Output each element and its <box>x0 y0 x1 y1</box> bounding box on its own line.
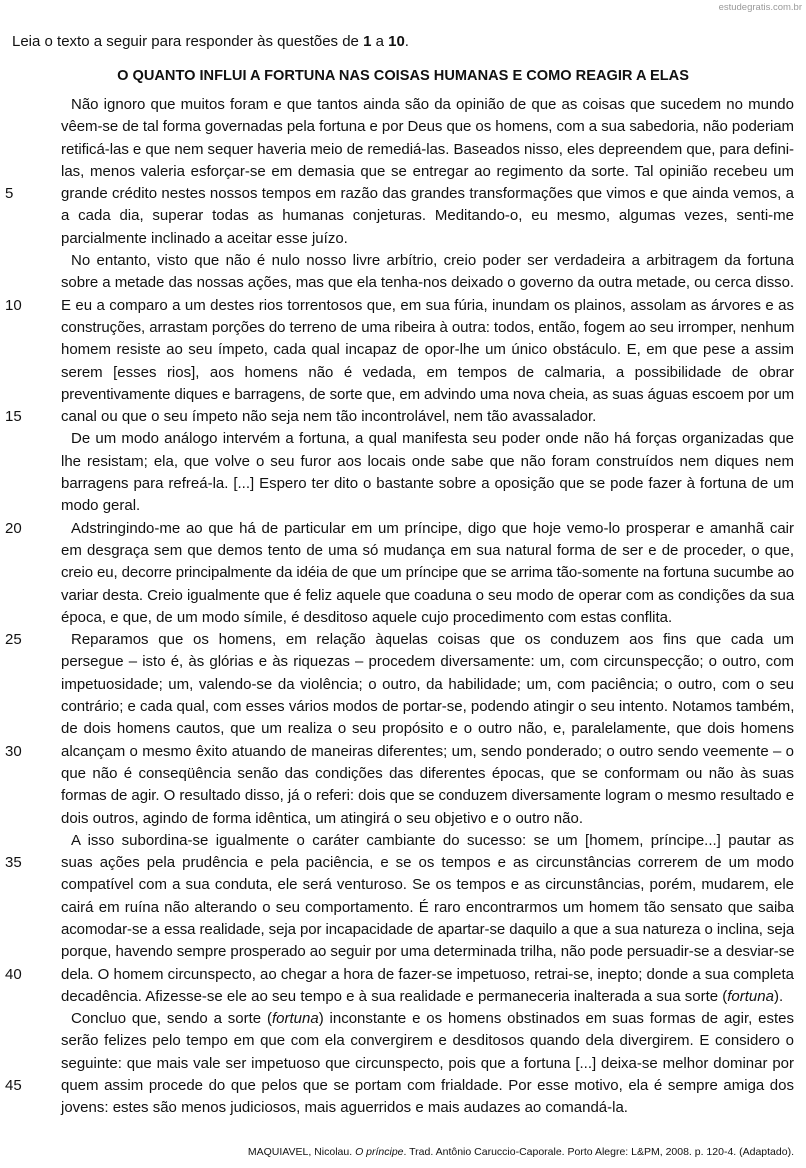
line-number: 5 <box>5 185 14 203</box>
citation-details: . Trad. Antônio Caruccio-Caporale. Porto Alegre: L&PM, 2008. p. 120-4. (Adaptado). <box>403 1146 794 1158</box>
line-text: Não ignoro que muitos foram e que tantos ainda são da opinião de que as coisas que sucedem no mundo <box>71 96 794 113</box>
line-text: variar desta. Creio igualmente que é feliz aquele que coaduna o seu modo de operar com as condições da sua <box>61 586 795 604</box>
line-number: 20 <box>5 519 22 537</box>
line-number: 40 <box>5 965 22 983</box>
line-text: Reparamos que os homens, em relação àquelas coisas que os conduzem aos fins que cada um <box>71 631 794 649</box>
line-text: que não é conseqüência senão das condições das diferentes épocas, que se conformam ou não às suas <box>61 764 794 782</box>
text-line <box>61 139 794 161</box>
text-line <box>61 94 794 116</box>
line-text: lhe resistam; ela, que volve o seu furor aos locais onde sabe que não foram construídos nem diques nem <box>61 452 794 470</box>
text-body <box>5 94 795 1120</box>
line-text: quem assim procede do que pelos que se portam com frialdade. Por esse motivo, ela é sempre amiga dos <box>61 1077 794 1095</box>
text-line <box>61 830 794 852</box>
text-line <box>61 562 794 584</box>
line-text: contrário; e cada qual, com esses vários modos de portar-se, podendo atingir o seu intento. Notamos também, <box>61 698 795 716</box>
text-line <box>5 183 794 205</box>
text-line <box>61 919 794 941</box>
line-text: dela. O homem circunspecto, ao chegar a hora de fazer-se impetuoso, retrai-se, inepto; donde a sua completa <box>61 965 794 983</box>
text-line <box>61 1053 794 1075</box>
instruction-line <box>12 32 409 52</box>
text-line <box>61 540 794 562</box>
line-text: em desgraça sem que demos tento de uma só mudança em sua natural forma de ser e de proceder, o que, <box>61 541 794 559</box>
text-line <box>5 964 794 986</box>
line-text: decadência. Afizesse-se ele ao seu tempo e à sua realidade e permaneceria inalterada a sua sorte (fortuna). <box>61 987 784 1005</box>
text-line <box>61 473 794 495</box>
text-line <box>61 808 794 830</box>
line-number: 30 <box>5 742 22 760</box>
line-text: suas ações pela prudência e pela paciência, e se os tempos e as circunstâncias correrem de um modo <box>61 854 794 872</box>
line-text: preventivamente diques e barragens, de sorte que, em advindo uma nova cheia, as suas águas escoem por um <box>61 385 794 403</box>
text-line <box>61 451 794 473</box>
line-text: de dois homens cautos, que um realiza o seu propósito e o outro não, e, paralelamente, que dois homens <box>61 720 794 738</box>
line-text: persegue – isto é, às glórias e às riquezas – procedem diversamente: um, com circunspecção; o outro, com <box>61 653 794 671</box>
line-text: seguinte: que mais vale ser impetuoso que circunspecto, pois que a fortuna [...] deixa-se melhor dominar por <box>61 1054 794 1072</box>
line-text: dois outros, agindo de forma idêntica, um atingirá o seu objetivo e o outro não. <box>61 809 583 827</box>
line-number: 10 <box>5 296 22 314</box>
text-line <box>61 674 794 696</box>
question-end: 10 <box>388 33 405 50</box>
text-line <box>61 317 794 339</box>
text-line <box>5 741 794 763</box>
instruction-prefix: Leia o texto a seguir para responder às questões de <box>12 33 364 50</box>
line-text: E eu a comparo a um destes rios torrentosos que, em sua fúria, inundam os plainos, assolam as árvores e as <box>61 296 794 314</box>
line-text: alcançam o mesmo êxito atuando de maneiras diferentes; um, sendo ponderado; o outro sendo veemente – o <box>61 742 794 760</box>
text-line <box>61 941 794 963</box>
text-line <box>61 228 794 250</box>
line-text: De um modo análogo intervém a fortuna, a qual manifesta seu poder onde não há forças organizadas que <box>71 430 794 448</box>
line-text: acomodar-se a essa realidade, seja por incapacidade de apartar-se daquilo a que a sua natureza o inclina, seja <box>61 920 795 938</box>
line-text: sobre a metade das nossas ações, mas que ela tenha-nos deixado o governo da outra metade, ou cerca disso. <box>61 274 794 292</box>
line-number: 45 <box>5 1077 22 1095</box>
text-line <box>61 897 794 919</box>
text-line <box>61 651 794 673</box>
line-text: barragens para refreá-la. [...] Espero ter dito o bastante sobre a oposição que se pode fazer à fortuna de um <box>61 475 794 493</box>
text-line <box>5 629 794 651</box>
text-line <box>61 272 794 294</box>
text-line <box>61 874 794 896</box>
text-line <box>5 1075 794 1097</box>
instruction-mid: a <box>371 33 389 50</box>
line-number: 25 <box>5 631 22 649</box>
text-line <box>61 986 794 1008</box>
watermark: estudegratis.com.br <box>718 2 802 13</box>
text-line <box>61 362 794 384</box>
text-line <box>61 585 794 607</box>
citation-author: MAQUIAVEL, Nicolau. <box>247 1146 356 1158</box>
line-text: canal ou que o seu ímpeto não seja nem tão incontrolável, nem tão avassalador. <box>61 408 597 426</box>
text-line <box>5 518 794 540</box>
text-line <box>61 495 794 517</box>
line-text: Concluo que, sendo a sorte (fortuna) inconstante e os homens obstinados em suas formas de agir, estes <box>71 1010 794 1028</box>
line-text: serem [esses rios], aos homens não é vedada, em tempos de calmaria, a possibilidade de obrar <box>61 363 794 381</box>
line-text: parcialmente inclinado a aceitar esse juízo. <box>61 229 348 247</box>
line-text: porque, havendo sempre prosperado ao seguir por uma determinada trilha, não pode persuadir-se a desviar-se <box>61 943 795 961</box>
text-title: O QUANTO INFLUI A FORTUNA NAS COISAS HUMANAS E COMO REAGIR A ELAS <box>117 68 689 84</box>
text-line <box>61 428 794 450</box>
line-text: las, menos valeria esforçar-se em demasia que se entregar ao regimento da sorte. Tal opinião recebeu um <box>61 162 794 180</box>
text-line <box>61 696 794 718</box>
text-line <box>61 161 794 183</box>
text-line <box>5 295 794 317</box>
line-text: época, e que, de um modo símile, é desditoso aquele cujo procedimento com estas conflita. <box>61 608 673 626</box>
text-line <box>5 406 794 428</box>
text-line <box>61 1030 794 1052</box>
text-line <box>61 205 794 227</box>
line-text: homem resiste ao seu ímpeto, cada qual incapaz de opor-lhe um único obstáculo. E, em que pese a assim <box>61 341 794 359</box>
line-text: creio eu, decorre principalmente da idéia de que um príncipe que se arrima tão-somente na fortuna sucumbe ao <box>61 564 794 582</box>
text-line <box>61 250 794 272</box>
line-text: modo geral. <box>61 497 141 515</box>
line-text: formas de agir. O resultado disso, já o referi: dois que se conduzem diversamente logram o mesmo resultado e <box>61 787 794 805</box>
line-number: 35 <box>5 854 22 872</box>
text-line <box>61 607 794 629</box>
text-line <box>61 718 794 740</box>
line-text: construções, arrastam porções do terreno de uma ribeira à outra: todos, então, fogem ao seu irromper, nenhum <box>61 318 795 336</box>
line-text: impetuosidade; um, valendo-se da violência; o outro, da habilidade; um, com paciência; o outro, com o seu <box>61 675 794 693</box>
text-line <box>61 785 794 807</box>
question-start: 1 <box>363 33 372 50</box>
text-line <box>61 384 794 406</box>
text-line <box>5 852 794 874</box>
line-text: a cada dia, superar todas as humanas conjeturas. Meditando-o, eu mesmo, algumas vezes, senti-me <box>61 207 794 225</box>
line-text: compatível com a sua conduta, ele será venturoso. Se os tempos e as circunstâncias, porém, mudarem, ele <box>61 876 794 894</box>
text-line <box>61 339 794 361</box>
line-text: A isso subordina-se igualmente o caráter cambiante do sucesso: se um [homem, príncipe...] pautar as <box>71 831 794 849</box>
citation <box>248 1145 794 1159</box>
line-text: vêem-se de tal forma governadas pela fortuna e por Deus que os homens, com a sua sabedoria, não poderiam <box>61 118 794 136</box>
line-text: No entanto, visto que não é nulo nosso livre arbítrio, creio poder ser verdadeira a arbitragem da fortuna <box>71 252 794 270</box>
text-line <box>61 763 794 785</box>
text-line <box>61 116 794 138</box>
line-text: retificá-las e que nem sequer haveria meio de remediá-las. Baseados nisso, eles depreendem que, para defini- <box>61 140 794 158</box>
citation-work: O príncipe <box>355 1146 404 1158</box>
line-text: cairá em ruína não alterando o seu comportamento. É raro encontrarmos um homem tão sensato que saiba <box>61 898 794 916</box>
text-line <box>61 1008 794 1030</box>
line-text: grande crédito nestes nossos tempos em razão das grandes transformações que vimos e que ainda vemos, a <box>61 185 794 203</box>
line-text: serão felizes pelo tempo em que com ela convergirem e desditosos quando dela divergirem. E considero o <box>61 1032 794 1050</box>
text-line <box>61 1097 794 1119</box>
line-number: 15 <box>5 408 22 426</box>
line-text: Adstringindo-me ao que há de particular em um príncipe, digo que hoje vemo-lo prosperar e amanhã cair <box>71 519 794 537</box>
line-text: jovens: estes são menos judiciosos, mais aguerridos e mais audazes ao comandá-la. <box>61 1099 628 1117</box>
instruction-suffix: . <box>404 33 409 50</box>
